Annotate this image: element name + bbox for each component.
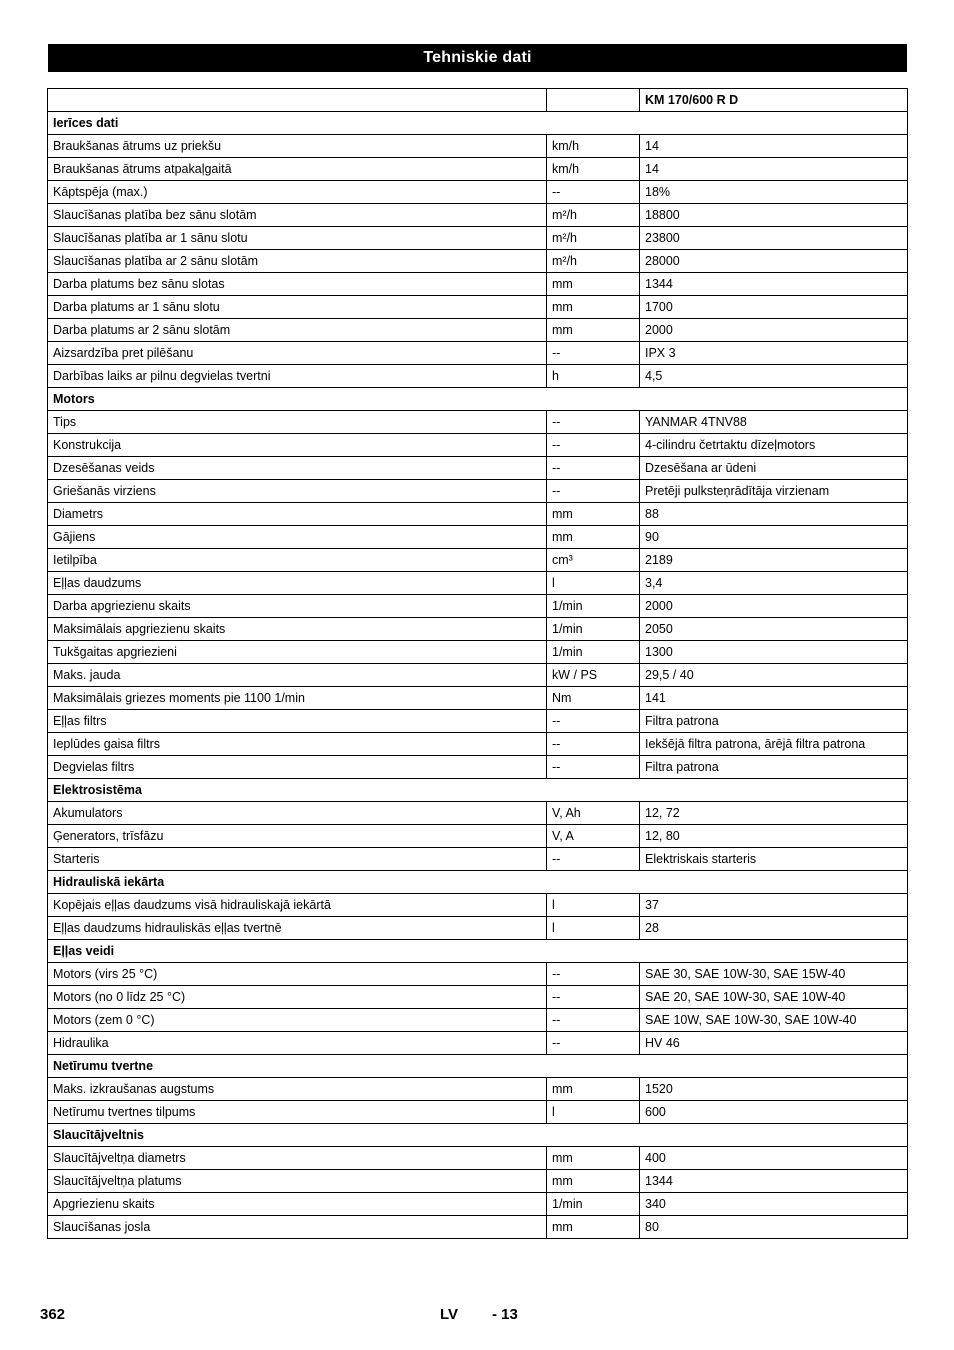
spec-row [48,641,908,664]
table-header-row [48,89,908,112]
spec-value-cell: 18% [640,181,908,204]
spec-value-cell: 2189 [640,549,908,572]
spec-value-cell: 4,5 [640,365,908,388]
spec-row [48,319,908,342]
spec-label-cell: Slaucīšanas platība ar 2 sānu slotām [48,250,547,273]
header-empty-cell-1 [48,89,547,112]
spec-unit-cell: -- [547,848,640,871]
spec-value-cell: 2000 [640,595,908,618]
spec-value-cell: 12, 72 [640,802,908,825]
spec-row [48,503,908,526]
page-footer [0,1306,954,1330]
spec-value-cell: 23800 [640,227,908,250]
spec-value-cell: YANMAR 4TNV88 [640,411,908,434]
spec-row [48,687,908,710]
spec-label-cell: Maks. jauda [48,664,547,687]
spec-value-cell: Filtra patrona [640,710,908,733]
spec-label-cell: Diametrs [48,503,547,526]
spec-label-cell: Darba apgriezienu skaits [48,595,547,618]
spec-value-cell: SAE 30, SAE 10W-30, SAE 15W-40 [640,963,908,986]
spec-row [48,1009,908,1032]
header-empty-cell-2 [547,89,640,112]
section-header-cell: Slaucītājveltnis [48,1124,908,1147]
spec-row [48,158,908,181]
spec-row [48,1032,908,1055]
spec-row [48,526,908,549]
spec-label-cell: Degvielas filtrs [48,756,547,779]
page-sub-number: - 13 [492,1306,518,1323]
spec-row [48,733,908,756]
section-row [48,871,908,894]
spec-label-cell: Braukšanas ātrums atpakaļgaitā [48,158,547,181]
spec-unit-cell: 1/min [547,1193,640,1216]
spec-value-cell: 29,5 / 40 [640,664,908,687]
spec-row [48,848,908,871]
spec-row [48,756,908,779]
tech-data-table-body [48,89,908,1239]
spec-row [48,894,908,917]
spec-value-cell: 80 [640,1216,908,1239]
spec-row [48,710,908,733]
spec-unit-cell: m²/h [547,250,640,273]
spec-row [48,1078,908,1101]
spec-unit-cell: mm [547,526,640,549]
spec-unit-cell: -- [547,963,640,986]
spec-unit-cell: mm [547,1078,640,1101]
spec-label-cell: Darba platums ar 1 sānu slotu [48,296,547,319]
spec-unit-cell: 1/min [547,641,640,664]
spec-row [48,365,908,388]
spec-label-cell: Kopējais eļļas daudzums visā hidrauliskajā iekārtā [48,894,547,917]
spec-value-cell: 600 [640,1101,908,1124]
spec-unit-cell: km/h [547,135,640,158]
spec-unit-cell: l [547,1101,640,1124]
spec-value-cell: Filtra patrona [640,756,908,779]
spec-label-cell: Slaucītājveltņa diametrs [48,1147,547,1170]
spec-label-cell: Eļļas daudzums hidrauliskās eļļas tvertnē [48,917,547,940]
spec-value-cell: 2050 [640,618,908,641]
spec-unit-cell: mm [547,503,640,526]
spec-unit-cell: l [547,572,640,595]
spec-value-cell: Pretēji pulksteņrādītāja virzienam [640,480,908,503]
spec-row [48,434,908,457]
spec-unit-cell: -- [547,756,640,779]
spec-label-cell: Motors (virs 25 °C) [48,963,547,986]
spec-label-cell: Eļļas filtrs [48,710,547,733]
section-row [48,940,908,963]
spec-value-cell: Elektriskais starteris [640,848,908,871]
spec-row [48,1170,908,1193]
spec-unit-cell: l [547,894,640,917]
spec-unit-cell: mm [547,1216,640,1239]
spec-label-cell: Darba platums bez sānu slotas [48,273,547,296]
section-header-cell: Motors [48,388,908,411]
spec-row [48,342,908,365]
spec-unit-cell: m²/h [547,227,640,250]
spec-unit-cell: mm [547,319,640,342]
spec-unit-cell: 1/min [547,595,640,618]
spec-label-cell: Hidraulika [48,1032,547,1055]
spec-label-cell: Braukšanas ātrums uz priekšu [48,135,547,158]
spec-row [48,825,908,848]
spec-row [48,802,908,825]
spec-value-cell: 88 [640,503,908,526]
spec-label-cell: Akumulators [48,802,547,825]
section-row [48,112,908,135]
spec-label-cell: Slaucīšanas josla [48,1216,547,1239]
section-header-cell: Eļļas veidi [48,940,908,963]
spec-unit-cell: -- [547,733,640,756]
section-row [48,1124,908,1147]
spec-value-cell: 14 [640,135,908,158]
spec-value-cell: SAE 10W, SAE 10W-30, SAE 10W-40 [640,1009,908,1032]
spec-label-cell: Gājiens [48,526,547,549]
spec-unit-cell: kW / PS [547,664,640,687]
spec-unit-cell: -- [547,181,640,204]
spec-row [48,1147,908,1170]
spec-unit-cell: -- [547,480,640,503]
spec-label-cell: Ietilpība [48,549,547,572]
spec-unit-cell: l [547,917,640,940]
spec-unit-cell: -- [547,411,640,434]
spec-value-cell: 1344 [640,1170,908,1193]
spec-label-cell: Maks. izkraušanas augstums [48,1078,547,1101]
section-header-cell: Hidrauliskā iekārta [48,871,908,894]
spec-unit-cell: V, Ah [547,802,640,825]
section-header-cell: Netīrumu tvertne [48,1055,908,1078]
spec-row [48,618,908,641]
spec-value-cell: 2000 [640,319,908,342]
spec-row [48,1101,908,1124]
spec-label-cell: Maksimālais griezes moments pie 1100 1/min [48,687,547,710]
spec-label-cell: Slaucītājveltņa platums [48,1170,547,1193]
spec-label-cell: Darbības laiks ar pilnu degvielas tvertni [48,365,547,388]
page-number: 362 [40,1306,66,1323]
spec-row [48,135,908,158]
spec-label-cell: Ieplūdes gaisa filtrs [48,733,547,756]
spec-row [48,227,908,250]
spec-unit-cell: -- [547,986,640,1009]
spec-value-cell: 141 [640,687,908,710]
spec-label-cell: Ģenerators, trīsfāzu [48,825,547,848]
spec-value-cell: 3,4 [640,572,908,595]
spec-row [48,457,908,480]
spec-value-cell: 400 [640,1147,908,1170]
spec-label-cell: Griešanās virziens [48,480,547,503]
page-title: Tehniskie dati [48,44,907,72]
spec-value-cell: 28000 [640,250,908,273]
spec-unit-cell: km/h [547,158,640,181]
spec-value-cell: 1300 [640,641,908,664]
spec-value-cell: 12, 80 [640,825,908,848]
spec-label-cell: Motors (no 0 līdz 25 °C) [48,986,547,1009]
spec-value-cell: IPX 3 [640,342,908,365]
spec-row [48,181,908,204]
spec-row [48,963,908,986]
spec-label-cell: Tips [48,411,547,434]
spec-row [48,296,908,319]
spec-unit-cell: Nm [547,687,640,710]
spec-row [48,1193,908,1216]
spec-label-cell: Slaucīšanas platība ar 1 sānu slotu [48,227,547,250]
section-header-cell: Ierīces dati [48,112,908,135]
spec-value-cell: 90 [640,526,908,549]
spec-row [48,273,908,296]
spec-value-cell: 340 [640,1193,908,1216]
spec-row [48,250,908,273]
spec-row [48,664,908,687]
spec-label-cell: Slaucīšanas platība bez sānu slotām [48,204,547,227]
spec-row [48,572,908,595]
spec-value-cell: 4-cilindru četrtaktu dīzeļmotors [640,434,908,457]
spec-row [48,411,908,434]
spec-value-cell: 18800 [640,204,908,227]
spec-unit-cell: -- [547,710,640,733]
spec-value-cell: 37 [640,894,908,917]
spec-value-cell: Dzesēšana ar ūdeni [640,457,908,480]
spec-label-cell: Netīrumu tvertnes tilpums [48,1101,547,1124]
spec-label-cell: Starteris [48,848,547,871]
spec-unit-cell: V, A [547,825,640,848]
spec-row [48,595,908,618]
spec-label-cell: Aizsardzība pret pilēšanu [48,342,547,365]
tech-data-table [47,88,908,1239]
spec-unit-cell: -- [547,457,640,480]
spec-unit-cell: mm [547,296,640,319]
spec-row [48,917,908,940]
spec-unit-cell: mm [547,1170,640,1193]
section-header-cell: Elektrosistēma [48,779,908,802]
spec-unit-cell: 1/min [547,618,640,641]
section-row [48,388,908,411]
spec-row [48,986,908,1009]
spec-value-cell: 14 [640,158,908,181]
language-code: LV [440,1306,459,1323]
spec-unit-cell: mm [547,273,640,296]
spec-unit-cell: -- [547,1032,640,1055]
spec-row [48,1216,908,1239]
spec-unit-cell: -- [547,342,640,365]
spec-unit-cell: -- [547,434,640,457]
spec-label-cell: Motors (zem 0 °C) [48,1009,547,1032]
spec-unit-cell: m²/h [547,204,640,227]
spec-unit-cell: mm [547,1147,640,1170]
spec-label-cell: Darba platums ar 2 sānu slotām [48,319,547,342]
spec-value-cell: 1520 [640,1078,908,1101]
spec-row [48,549,908,572]
spec-label-cell: Kāptspēja (max.) [48,181,547,204]
spec-unit-cell: h [547,365,640,388]
spec-value-cell: 28 [640,917,908,940]
spec-label-cell: Apgriezienu skaits [48,1193,547,1216]
spec-label-cell: Dzesēšanas veids [48,457,547,480]
spec-unit-cell: cm³ [547,549,640,572]
spec-label-cell: Maksimālais apgriezienu skaits [48,618,547,641]
spec-row [48,480,908,503]
spec-label-cell: Eļļas daudzums [48,572,547,595]
spec-value-cell: HV 46 [640,1032,908,1055]
model-header-cell: KM 170/600 R D [640,89,908,112]
spec-label-cell: Konstrukcija [48,434,547,457]
spec-row [48,204,908,227]
section-row [48,779,908,802]
spec-unit-cell: -- [547,1009,640,1032]
spec-label-cell: Tukšgaitas apgriezieni [48,641,547,664]
spec-value-cell: SAE 20, SAE 10W-30, SAE 10W-40 [640,986,908,1009]
spec-value-cell: 1700 [640,296,908,319]
spec-value-cell: Iekšējā filtra patrona, ārējā filtra patrona [640,733,908,756]
spec-value-cell: 1344 [640,273,908,296]
section-row [48,1055,908,1078]
